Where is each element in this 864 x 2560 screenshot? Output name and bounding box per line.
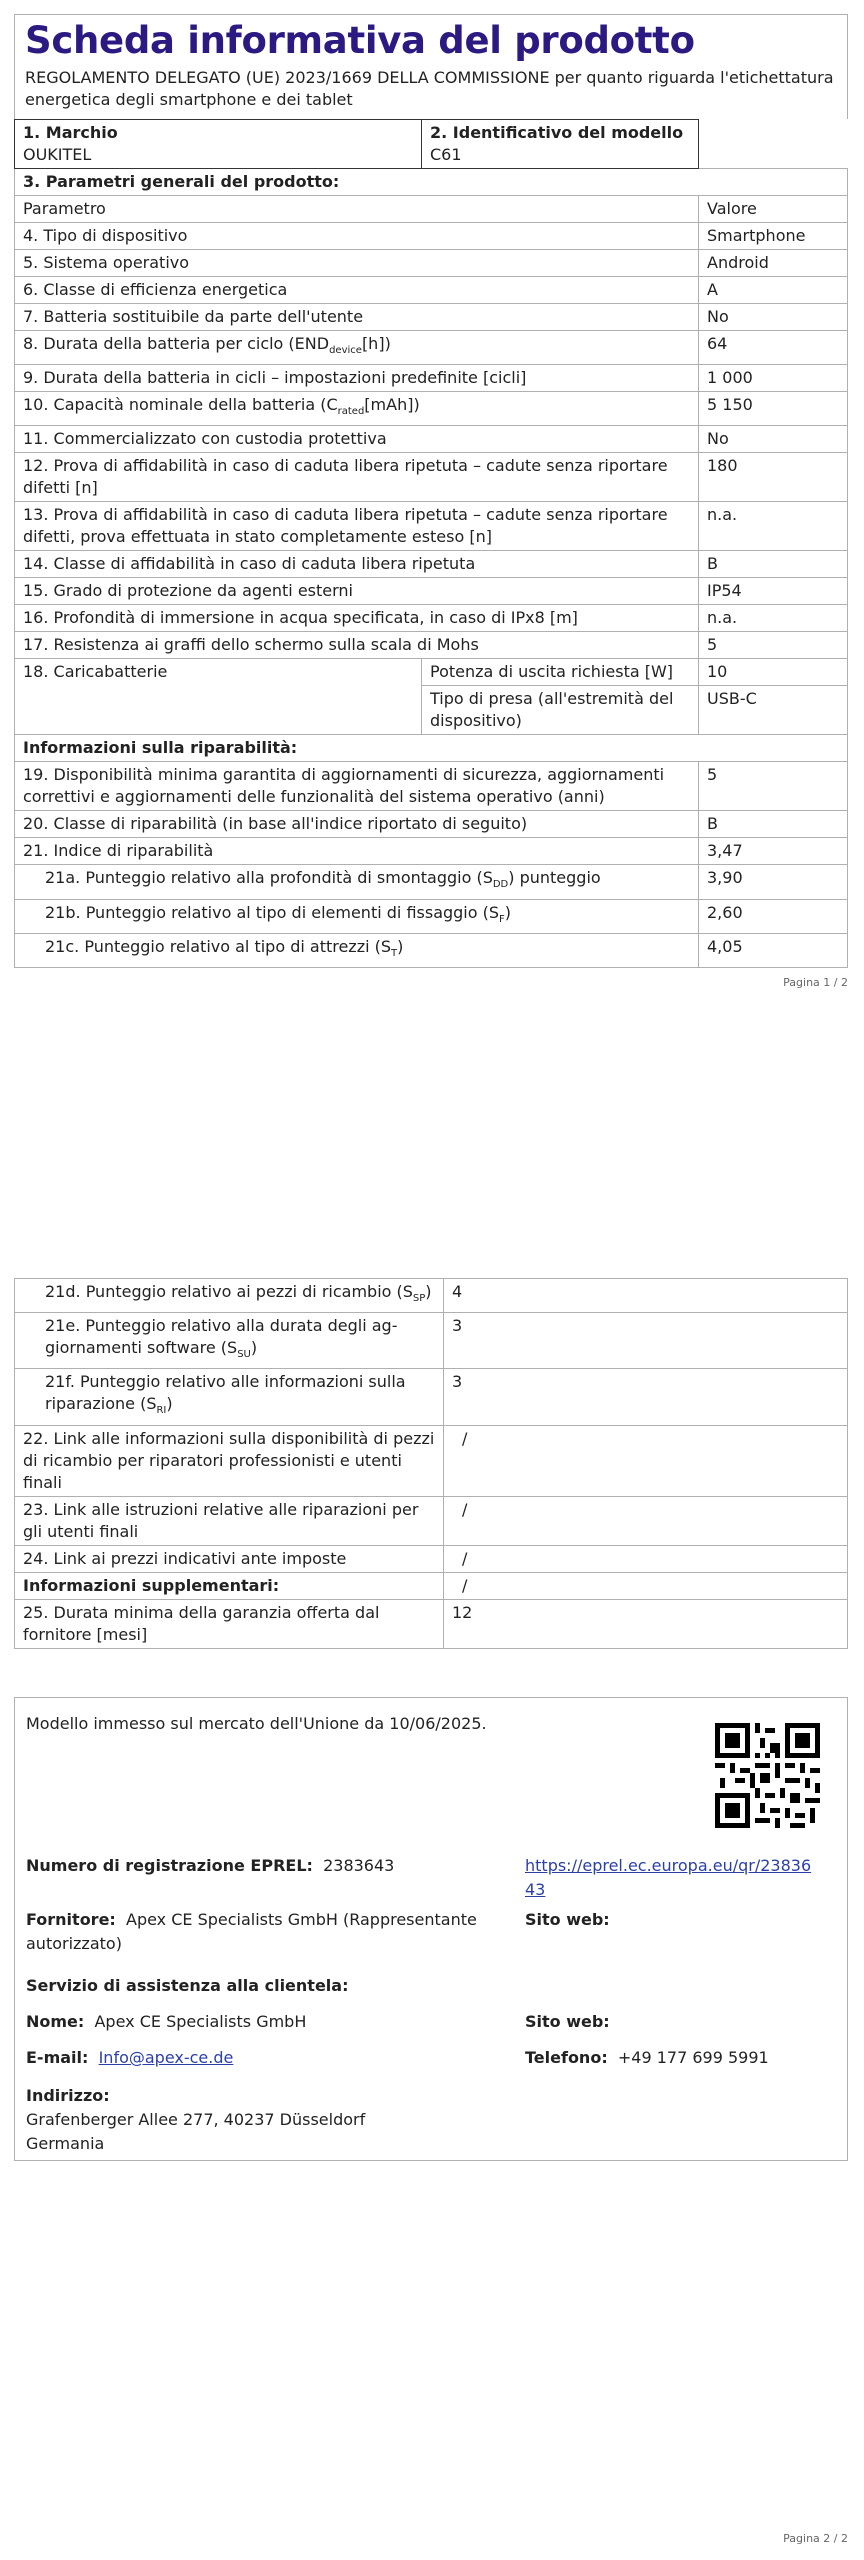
- eprel-link[interactable]: https://eprel.ec.europa.eu/qr/2383643: [525, 1856, 812, 1899]
- charger-plug-value: USB-C: [699, 686, 848, 735]
- section-general: [15, 169, 848, 196]
- row-label: [15, 331, 699, 365]
- row-label: [15, 899, 699, 933]
- label-text: ): [397, 936, 404, 956]
- table-row: [15, 1313, 848, 1369]
- contact-name-row: [26, 2010, 306, 2034]
- table-row: [15, 933, 848, 967]
- row-value: B: [699, 811, 848, 838]
- row-value: 1 000: [699, 365, 848, 392]
- label-subscript: rated: [337, 406, 365, 418]
- name-label: Nome:: [26, 2012, 85, 2031]
- param-header: Parametro: [15, 196, 699, 223]
- supplier-info-box: [14, 1697, 848, 2161]
- model-value: C61: [430, 145, 462, 164]
- table-row: [15, 551, 848, 578]
- table-row: [15, 392, 848, 426]
- product-info-table: [14, 119, 848, 968]
- section-general-title: 3. Parametri generali del prodotto:: [15, 169, 848, 196]
- row-value: 5: [699, 632, 848, 659]
- row-label: 14. Classe di affidabilità in caso di caduta libera ripetuta: [15, 551, 699, 578]
- row-value: 4: [444, 1279, 848, 1313]
- label-text: 21c. Punteggio relativo al tipo di attrezzi (S: [45, 936, 392, 956]
- row-value: 3,90: [699, 865, 848, 899]
- supplier-label: Fornitore:: [26, 1910, 116, 1929]
- label-text: 21f. Punteggio relativo alle informazioni sulla riparazione (S: [45, 1372, 406, 1414]
- warranty-value: 12: [444, 1599, 848, 1648]
- table-row: [15, 578, 848, 605]
- row-label: 19. Disponibilità minima garantita di aggiornamenti di sicurezza, aggiornamenti correttivi e aggiornamenti delle funzionalità del sistema operativo (anni): [15, 762, 699, 811]
- label-text: 21e. Punteggio relativo alla durata degli aggiornamenti software (S: [45, 1316, 398, 1358]
- email-row: [26, 2046, 233, 2070]
- row-value: n.a.: [699, 605, 848, 632]
- label-subscript: F: [499, 913, 505, 925]
- table-row: [15, 1599, 848, 1648]
- row-label: 17. Resistenza ai graffi dello schermo sulla scala di Mohs: [15, 632, 699, 659]
- value-header: Valore: [699, 196, 848, 223]
- table-row: [15, 811, 848, 838]
- eprel-value: 2383643: [323, 1856, 395, 1875]
- row-label: 16. Profondità di immersione in acqua specificata, in caso di IPx8 [m]: [15, 605, 699, 632]
- table-row: [15, 605, 848, 632]
- label-text: 10. Capacità nominale della batteria (C: [23, 395, 338, 415]
- table-row: [15, 1496, 848, 1545]
- address-line1: Grafenberger Allee 277, 40237 Düsseldorf: [26, 2110, 366, 2129]
- row-label: 9. Durata della batteria in cicli – impostazioni predefinite [cicli]: [15, 365, 699, 392]
- phone-row: [525, 2046, 769, 2070]
- table-row: [15, 1545, 848, 1572]
- table-row: [15, 899, 848, 933]
- label-text: [mAh]): [364, 395, 420, 415]
- charger-plug-label: Tipo di presa (all'estremità del dispositivo): [422, 686, 699, 735]
- brand-label: 1. Marchio: [23, 123, 118, 142]
- name-value: Apex CE Specialists GmbH: [94, 2012, 307, 2031]
- row-value: B: [699, 551, 848, 578]
- label-text: ): [425, 1282, 432, 1301]
- charger-power-label: Potenza di uscita richiesta [W]: [422, 659, 699, 686]
- brand-row: [15, 120, 848, 169]
- label-subscript: RI: [156, 1405, 167, 1417]
- row-label: 7. Batteria sostituibile da parte dell'utente: [15, 304, 699, 331]
- row-value: /: [444, 1425, 848, 1496]
- email-link[interactable]: Info@apex-ce.de: [98, 2048, 234, 2067]
- table-header: [15, 196, 848, 223]
- header: [14, 14, 848, 119]
- row-label: 6. Classe di efficienza energetica: [15, 277, 699, 304]
- table-row: [15, 1279, 848, 1313]
- page-number-1: Pagina 1 / 2: [783, 975, 848, 989]
- phone-value: +49 177 699 5991: [617, 2048, 769, 2067]
- row-label: 20. Classe di riparabilità (in base all'indice riportato di seguito): [15, 811, 699, 838]
- row-value: No: [699, 426, 848, 453]
- row-value: 2,60: [699, 899, 848, 933]
- page-1: [14, 14, 848, 989]
- supplementary-label: Informazioni supplementari:: [15, 1572, 444, 1599]
- row-label: 23. Link alle istruzioni relative alle riparazioni per gli utenti finali: [15, 1496, 444, 1545]
- row-value: 5: [699, 762, 848, 811]
- charger-label: 18. Caricabatterie: [15, 659, 422, 735]
- row-value: 180: [699, 453, 848, 502]
- row-label: 13. Prova di affidabilità in caso di caduta libera ripetuta – cadute senza riportare difetti, prova effettuata in stato completamente esteso [n]: [15, 502, 699, 551]
- label-text: ) punteggio: [508, 868, 601, 888]
- table-row: [15, 277, 848, 304]
- row-value: 3: [444, 1369, 848, 1425]
- table-row: [15, 304, 848, 331]
- label-text: ): [166, 1394, 173, 1414]
- supplier-value: Apex CE Specialists GmbH (Rappresentante autorizzato): [26, 1910, 477, 1953]
- row-value: Smartphone: [699, 223, 848, 250]
- table-row: [15, 502, 848, 551]
- eprel-row: [26, 1854, 394, 1878]
- row-label: 4. Tipo di dispositivo: [15, 223, 699, 250]
- warranty-label: 25. Durata minima della garanzia offerta dal fornitore [mesi]: [15, 1599, 444, 1648]
- model-label: 2. Identificativo del modello: [430, 123, 684, 142]
- service-label: Servizio di assistenza alla clientela:: [26, 1976, 349, 1995]
- supplementary-value: /: [444, 1572, 848, 1599]
- address-line2: Germania: [26, 2134, 105, 2153]
- row-value: Android: [699, 250, 848, 277]
- table-row: [15, 365, 848, 392]
- website-label: Sito web:: [525, 1910, 610, 1929]
- row-label: [15, 1369, 444, 1425]
- table-row: [15, 865, 848, 899]
- website2-label: Sito web:: [525, 2012, 610, 2031]
- table-row: [15, 453, 848, 502]
- label-subscript: DD: [492, 879, 509, 891]
- row-value: 3: [444, 1313, 848, 1369]
- label-text: ): [504, 902, 512, 922]
- row-label: 15. Grado di protezione da agenti esterni: [15, 578, 699, 605]
- row-value: No: [699, 304, 848, 331]
- page-title: Scheda informativa del prodotto: [25, 19, 695, 62]
- address-label: Indirizzo:: [26, 2086, 110, 2105]
- table-row: [15, 426, 848, 453]
- product-info-table-continued: [14, 1278, 848, 1649]
- row-label: 24. Link ai prezzi indicativi ante imposte: [15, 1545, 444, 1572]
- regulation-subtitle: REGOLAMENTO DELEGATO (UE) 2023/1669 DELLA COMMISSIONE per quanto riguarda l'etichettatura energetica degli smartphone e dei tablet: [25, 68, 834, 109]
- row-label: 5. Sistema operativo: [15, 250, 699, 277]
- charger-power-value: 10: [699, 659, 848, 686]
- row-value: 4,05: [699, 933, 848, 967]
- label-subscript: device: [329, 345, 362, 357]
- phone-label: Telefono:: [525, 2048, 608, 2067]
- row-value: IP54: [699, 578, 848, 605]
- table-row: [15, 1572, 848, 1599]
- supplier-row: [26, 1908, 516, 1956]
- section-repair: [15, 735, 848, 762]
- table-row: [15, 223, 848, 250]
- row-value: /: [444, 1496, 848, 1545]
- row-value: 5 150: [699, 392, 848, 426]
- table-row: [15, 250, 848, 277]
- row-label: [15, 933, 699, 967]
- row-label: [15, 1313, 444, 1369]
- table-row: [15, 331, 848, 365]
- market-date-text: Modello immesso sul mercato dell'Unione da 10/06/2025.: [26, 1714, 487, 1733]
- label-text: 21a. Punteggio relativo alla profondità di smontaggio (S: [45, 868, 493, 888]
- charger-row-power: [15, 659, 848, 686]
- label-subscript: SU: [237, 1349, 251, 1361]
- section-repair-title: Informazioni sulla riparabilità:: [15, 735, 848, 762]
- label-text: [h]): [361, 334, 391, 353]
- eprel-link-row: [525, 1854, 815, 1902]
- table-row: [15, 838, 848, 865]
- page-2: [14, 1278, 848, 1649]
- row-label: [15, 392, 699, 426]
- email-label: E-mail:: [26, 2048, 89, 2067]
- table-row: [15, 762, 848, 811]
- label-subscript: SP: [412, 1293, 426, 1305]
- brand-value: OUKITEL: [23, 145, 92, 164]
- row-label: [15, 1279, 444, 1313]
- row-value: n.a.: [699, 502, 848, 551]
- page-number-2: Pagina 2 / 2: [783, 2532, 848, 2545]
- row-label: 22. Link alle informazioni sulla disponibilità di pezzi di ricambio per riparatori professionisti e utenti finali: [15, 1425, 444, 1496]
- qr-code-icon[interactable]: [715, 1723, 820, 1828]
- table-row: [15, 632, 848, 659]
- eprel-label: Numero di registrazione EPREL:: [26, 1856, 313, 1875]
- row-value: A: [699, 277, 848, 304]
- row-value: /: [444, 1545, 848, 1572]
- label-subscript: T: [391, 947, 398, 959]
- label-text: 21d. Punteggio relativo ai pezzi di ricambio (S: [45, 1282, 413, 1301]
- row-label: 11. Commercializzato con custodia protettiva: [15, 426, 699, 453]
- label-text: 8. Durata della batteria per ciclo (END: [23, 334, 330, 353]
- row-label: 21. Indice di riparabilità: [15, 838, 699, 865]
- label-text: ): [250, 1338, 258, 1358]
- row-value: 3,47: [699, 838, 848, 865]
- label-text: 21b. Punteggio relativo al tipo di elementi di fissaggio (S: [45, 902, 500, 922]
- row-value: 64: [699, 331, 848, 365]
- row-label: 12. Prova di affidabilità in caso di caduta libera ripetuta – cadute senza riportare difetti [n]: [15, 453, 699, 502]
- table-row: [15, 1369, 848, 1425]
- row-label: [15, 865, 699, 899]
- table-row: [15, 1425, 848, 1496]
